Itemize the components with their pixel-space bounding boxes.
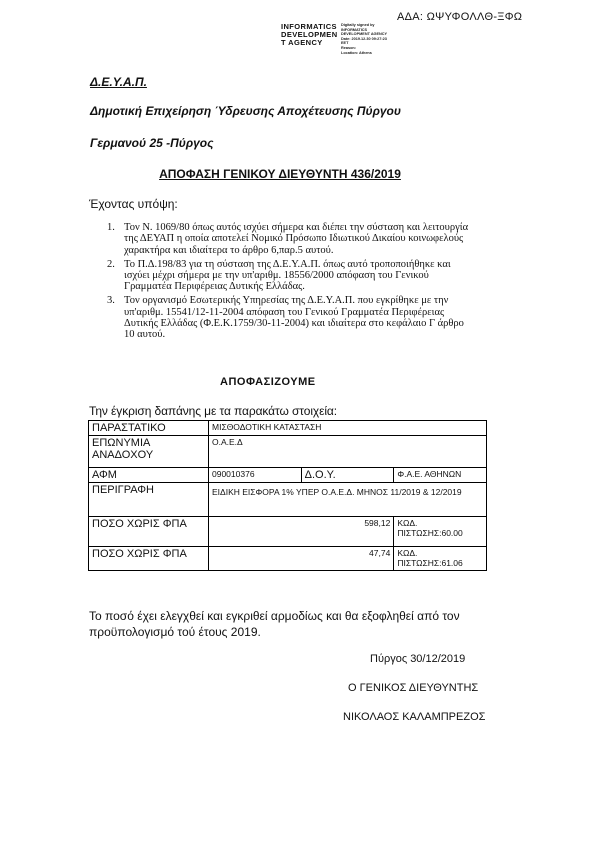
signature-name: ΝΙΚΟΛΑΟΣ ΚΑΛΑΜΠΡΕΖΟΣ xyxy=(343,711,486,723)
list-text: Τον Ν. 1069/80 όπως αυτός ισχύει σήμερα και διέπει την σύσταση και λειτουργία της ΔΕΥΑΠ η οποία αποτελεί Νομικό Πρόσωπο Ιδιωτικού Δικαίου κοινωφελούς χαρακτήρα και ιδιαίτερα το άρθρο 6,παρ.5 αυτού. xyxy=(124,222,469,256)
list-number: 1. xyxy=(107,222,115,233)
considerations-list xyxy=(107,222,474,343)
org-abbreviation: Δ.Ε.Υ.Α.Π. xyxy=(90,75,147,89)
table-row xyxy=(89,547,487,571)
table-row xyxy=(89,421,487,436)
table-row xyxy=(89,483,487,517)
list-number: 2. xyxy=(107,258,115,270)
stamp-detail-line: Date: 2019.12.30 09:27:23 xyxy=(341,36,387,41)
amount-value: 47,74 xyxy=(209,547,394,571)
list-number: 3. xyxy=(107,295,115,307)
approval-text: Την έγκριση δαπάνης με τα παρακάτω στοιχεία: xyxy=(89,404,337,418)
stamp-detail-line: EET xyxy=(341,41,349,46)
list-item xyxy=(107,222,474,256)
doy-label: Δ.Ο.Υ. xyxy=(301,468,394,483)
signature-title: Ο ΓΕΝΙΚΟΣ ΔΙΕΥΘΥΝΤΗΣ xyxy=(348,682,479,694)
org-name: Δημοτική Επιχείρηση Ύδρευσης Αποχέτευσης Πύργου xyxy=(90,104,401,118)
org-address: Γερμανού 25 -Πύργος xyxy=(90,136,214,150)
stamp-agency-name xyxy=(281,23,341,47)
footer-paragraph: Το ποσό έχει ελεγχθεί και εγκριθεί αρμοδίως και θα εξοφληθεί από τον προϋπολογισμό τού έτους 2019. xyxy=(89,609,460,639)
list-text: Το Π.Δ.198/83 για τη σύσταση της Δ.Ε.Υ.Α.Π. όπως αυτό τροποποιήθηκε και ισχύει μέχρι σήμερα με την υπ'αριθμ. 18556/2000 απόφαση του Γενικού Γραμματέα Περιφέρειας Δυτικής Ελλάδας. xyxy=(124,258,451,293)
contractor-value: Ο.Α.Ε.Δ xyxy=(209,436,487,468)
credit-code: ΚΩΔ. ΠΙΣΤΩΣΗΣ:60.00 xyxy=(394,517,487,547)
contractor-label: ΕΠΩΝΥΜΙΑ ΑΝΑΔΟΧΟΥ xyxy=(89,436,209,468)
decide-heading: ΑΠΟΦΑΣΙΖΟΥΜΕ xyxy=(220,376,316,388)
stamp-details xyxy=(341,23,401,55)
stamp-line: INFORMATICS xyxy=(281,22,337,31)
table-row xyxy=(89,436,487,468)
amount-label: ΠΟΣΟ ΧΩΡΙΣ ΦΠΑ xyxy=(89,517,209,547)
amount-value: 598,12 xyxy=(209,517,394,547)
stamp-detail-line: Location: Athens xyxy=(341,50,372,55)
document-value: ΜΙΣΘΟΔΟΤΙΚΗ ΚΑΤΑΣΤΑΣΗ xyxy=(209,421,487,436)
credit-code: ΚΩΔ. ΠΙΣΤΩΣΗΣ:61.06 xyxy=(394,547,487,571)
stamp-detail-line: DEVELOPMENT AGENCY xyxy=(341,32,388,37)
stamp-detail-line: Digitally signed by xyxy=(341,23,375,27)
stamp-detail-line: INFORMATICS xyxy=(341,27,368,32)
expense-table xyxy=(88,420,487,571)
list-item xyxy=(107,295,474,341)
stamp-line: DEVELOPMEN xyxy=(281,30,338,39)
stamp-detail-line: Reason: xyxy=(341,45,356,50)
afm-value: 090010376 xyxy=(209,468,302,483)
description-label: ΠΕΡΙΓΡΑΦΗ xyxy=(89,483,209,517)
doy-value: Φ.Α.Ε. ΑΘΗΝΩΝ xyxy=(394,468,487,483)
decision-title: ΑΠΟΦΑΣΗ ΓΕΝΙΚΟΥ ΔΙΕΥΘΥΝΤΗ 436/2019 xyxy=(159,167,401,181)
description-value: ΕΙΔΙΚΗ ΕΙΣΦΟΡΑ 1% ΥΠΕΡ Ο.Α.Ε.Δ. ΜΗΝΟΣ 11/2019 & 12/2019 xyxy=(209,483,487,517)
table-row xyxy=(89,517,487,547)
table-row xyxy=(89,468,487,483)
signature-place-date: Πύργος 30/12/2019 xyxy=(370,653,466,665)
list-item xyxy=(107,258,474,293)
document-label: ΠΑΡΑΣΤΑΤΙΚΟ xyxy=(89,421,209,436)
given-label: Έχοντας υπόψη: xyxy=(89,197,178,211)
stamp-line: T AGENCY xyxy=(281,38,323,47)
afm-label: ΑΦΜ xyxy=(89,468,209,483)
list-text: Τον οργανισμό Εσωτερικής Υπηρεσίας της Δ.Ε.Υ.Α.Π. που εγκρίθηκε με την υπ'αριθμ. 15541/12-11-2004 απόφαση του Γενικού Γραμματέα Περιφέρειας Δυτικής Ελλάδας (Φ.Ε.Κ.1759/30-11-2004) και ιδιαίτερα στο κεφάλαιο Γ άρθρο 10 αυτού. xyxy=(124,295,464,341)
ada-code: ΑΔΑ: ΩΨΥΦΟΛΛΘ-ΞΦΩ xyxy=(397,11,523,23)
amount-label: ΠΟΣΟ ΧΩΡΙΣ ΦΠΑ xyxy=(89,547,209,571)
